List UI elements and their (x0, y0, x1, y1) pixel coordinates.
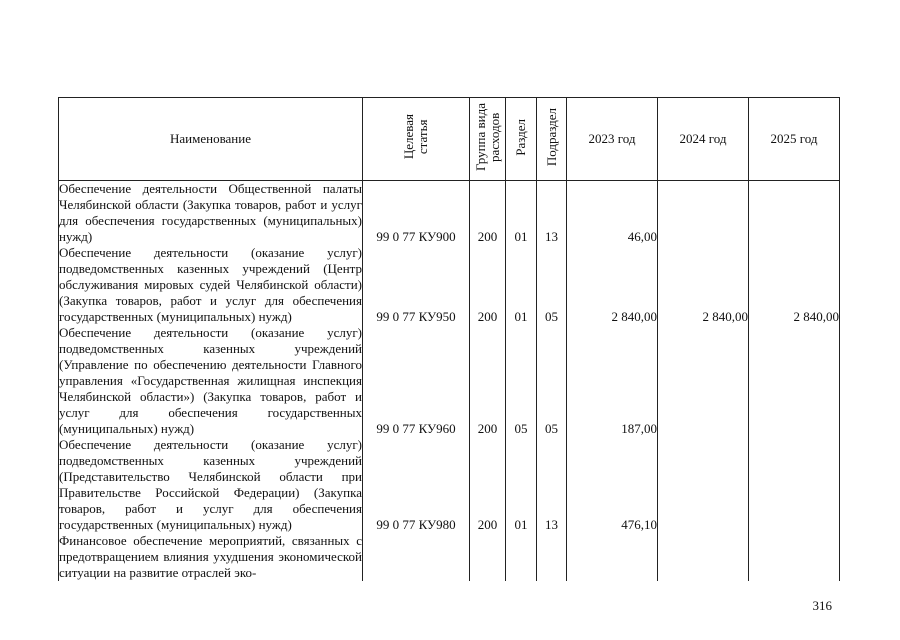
table-row (59, 245, 840, 325)
row-amount-2024 (658, 533, 749, 581)
row-section: 01 (506, 181, 537, 246)
row-name: Обеспечение деятельности (оказание услуг) подведомственных казенных учреждений (Представительство Челябинской области при Правительстве Российской Федерации) (Закупка товаров, работ и услуг для обеспечения государственных (муниципальных) нужд) (59, 437, 362, 532)
row-amount-2025 (749, 325, 840, 437)
row-amount-2023 (567, 533, 658, 581)
row-amount-2024 (658, 437, 749, 533)
table-row (59, 181, 840, 246)
header-year-2024: 2024 год (658, 98, 749, 181)
table-row-partial (59, 533, 840, 581)
row-name: Обеспечение деятельности (оказание услуг) подведомственных казенных учреждений (Центр обслуживания мировых судей Челябинской области) (Закупка товаров, работ и услуг для обеспечения государственных (муниципальных) нужд) (59, 245, 362, 324)
header-name: Наименование (59, 98, 363, 181)
row-expense-group (470, 533, 506, 581)
row-amount-2023: 46,00 (567, 181, 658, 246)
row-name: Обеспечение деятельности (оказание услуг) подведомственных казенных учреждений (Управление по обеспечению деятельности Главного управления «Государственная жилищная инспекция Челябинской области») (Закупка товаров, работ и услуг для обеспечения государственных (муниципальных) нужд) (59, 325, 362, 436)
row-subsection: 05 (537, 325, 567, 437)
row-amount-2023: 187,00 (567, 325, 658, 437)
row-name: Финансовое обеспечение мероприятий, связанных с предотвращением влияния ухудшения экономической ситуации на развитие отраслей эко- (59, 533, 362, 580)
header-section: Раздел (506, 98, 537, 181)
row-section: 05 (506, 325, 537, 437)
header-year-2025: 2025 год (749, 98, 840, 181)
row-amount-2025 (749, 181, 840, 246)
row-subsection: 05 (537, 245, 567, 325)
row-amount-2024 (658, 181, 749, 246)
row-expense-group: 200 (470, 181, 506, 246)
header-target-article: Целевая статья (363, 98, 470, 181)
row-amount-2024 (658, 325, 749, 437)
row-section: 01 (506, 245, 537, 325)
table-row (59, 437, 840, 533)
row-target-article: 99 0 77 КУ950 (363, 245, 470, 325)
row-subsection: 13 (537, 437, 567, 533)
budget-table (58, 97, 840, 581)
header-year-2023: 2023 год (567, 98, 658, 181)
row-section: 01 (506, 437, 537, 533)
row-amount-2023: 2 840,00 (567, 245, 658, 325)
row-target-article: 99 0 77 КУ900 (363, 181, 470, 246)
row-expense-group: 200 (470, 245, 506, 325)
header-expense-group: Группа вида расходов (470, 98, 506, 181)
table-row (59, 325, 840, 437)
row-amount-2025: 2 840,00 (749, 245, 840, 325)
row-name: Обеспечение деятельности Общественной палаты Челябинской области (Закупка товаров, работ и услуг для обеспечения государственных (муниципальных) нужд) (59, 181, 362, 244)
row-amount-2024: 2 840,00 (658, 245, 749, 325)
row-amount-2025 (749, 533, 840, 581)
row-expense-group: 200 (470, 325, 506, 437)
table-header-row (59, 98, 840, 181)
row-target-article (363, 533, 470, 581)
row-target-article: 99 0 77 КУ960 (363, 325, 470, 437)
row-expense-group: 200 (470, 437, 506, 533)
page-number: 316 (812, 598, 832, 613)
row-section (506, 533, 537, 581)
row-subsection: 13 (537, 181, 567, 246)
header-subsection: Подраздел (537, 98, 567, 181)
row-amount-2023: 476,10 (567, 437, 658, 533)
row-subsection (537, 533, 567, 581)
row-amount-2025 (749, 437, 840, 533)
row-target-article: 99 0 77 КУ980 (363, 437, 470, 533)
